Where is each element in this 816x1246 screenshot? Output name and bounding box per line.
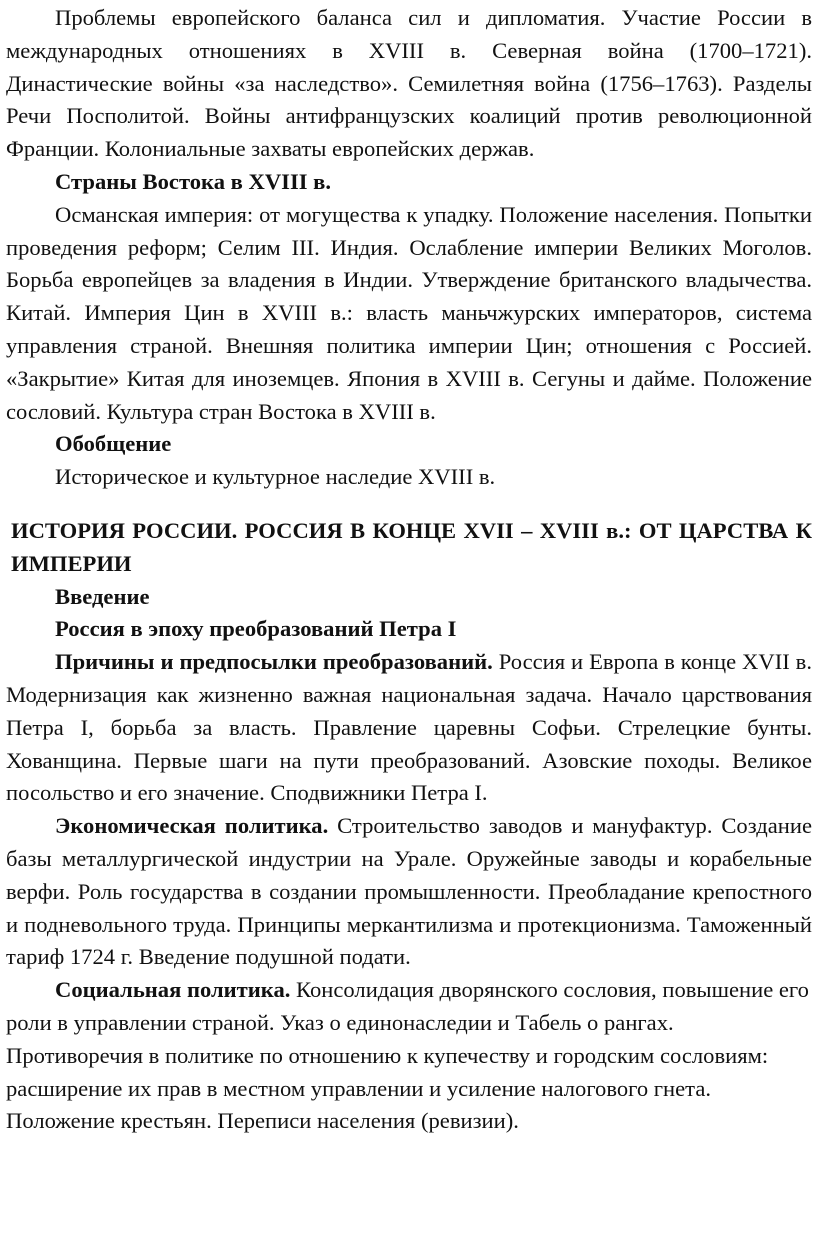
economic-lead: Экономическая политика.	[55, 813, 329, 839]
heading-peter-reforms: Россия в эпоху преобразований Петра I	[55, 616, 457, 642]
paragraph-heritage: Историческое и культурное наследие XVIII в.	[55, 464, 496, 490]
reasons-text: Россия и Европа в конце XVII в. Модернизация как жизненно важная национальная задача. Начало царствования Петра I, борьба за власть. Правление царевны Софьи. Стрелецкие бунты. Хованщина. Первые шаги на пути преобразований. Азовские походы. Великое посольство и его значение. Сподвижники Петра I.	[6, 649, 812, 806]
heading-eastern-countries: Страны Востока в XVIII в.	[55, 168, 332, 194]
heading-summary: Обобщение	[55, 431, 172, 457]
paragraph-reasons	[6, 646, 812, 810]
social-text: Консолидация дворянского сословия, повышение его роли в управлении страной. Указ о единонаследии и Табель о рангах. Противоречия в политике по отношению к купечеству и городским сословиям: расширение их прав в местном управлении и усиление налогового гнета. Положение крестьян. Переписи населения (ревизии).	[6, 977, 809, 1134]
social-lead: Социальная политика.	[55, 977, 291, 1003]
section-gap	[6, 494, 812, 515]
heading-russia-history: ИСТОРИЯ РОССИИ. РОССИЯ В КОНЦЕ XVII – XVIII в.: ОТ ЦАРСТВА К ИМПЕРИИ	[11, 517, 812, 576]
paragraph-social-policy	[6, 974, 812, 1138]
paragraph-eastern-countries: Османская империя: от могущества к упадку. Положение населения. Попытки проведения реформ; Селим III. Индия. Ослабление империи Великих Моголов. Борьба европейцев за владения в Индии. Утверждение британского владычества. Китай. Империя Цин в XVIII в.: власть маньчжурских императоров, система управления страной. Внешняя политика империи Цин; отношения с Россией. «Закрытие» Китая для иноземцев. Япония в XVIII в. Сегуны и дайме. Положение сословий. Культура стран Востока в XVIII в.	[6, 201, 812, 424]
reasons-lead: Причины и предпосылки преобразований.	[55, 649, 493, 675]
economic-text: Строительство заводов и мануфактур. Создание базы металлургической индустрии на Урале. Оружейные заводы и корабельные верфи. Роль государства в создании промышленности. Преобладание крепостного и подневольного труда. Принципы меркантилизма и протекционизма. Таможенный тариф 1724 г. Введение подушной подати.	[6, 813, 812, 970]
paragraph-european-diplomacy: Проблемы европейского баланса сил и дипломатия. Участие России в международных отношениях в XVIII в. Северная война (1700–1721). Династические войны «за наследство». Семилетняя война (1756–1763). Разделы Речи Посполитой. Войны антифранцузских коалиций против революционной Франции. Колониальные захваты европейских держав.	[6, 5, 812, 162]
heading-introduction: Введение	[55, 583, 150, 609]
paragraph-economic-policy	[6, 810, 812, 974]
